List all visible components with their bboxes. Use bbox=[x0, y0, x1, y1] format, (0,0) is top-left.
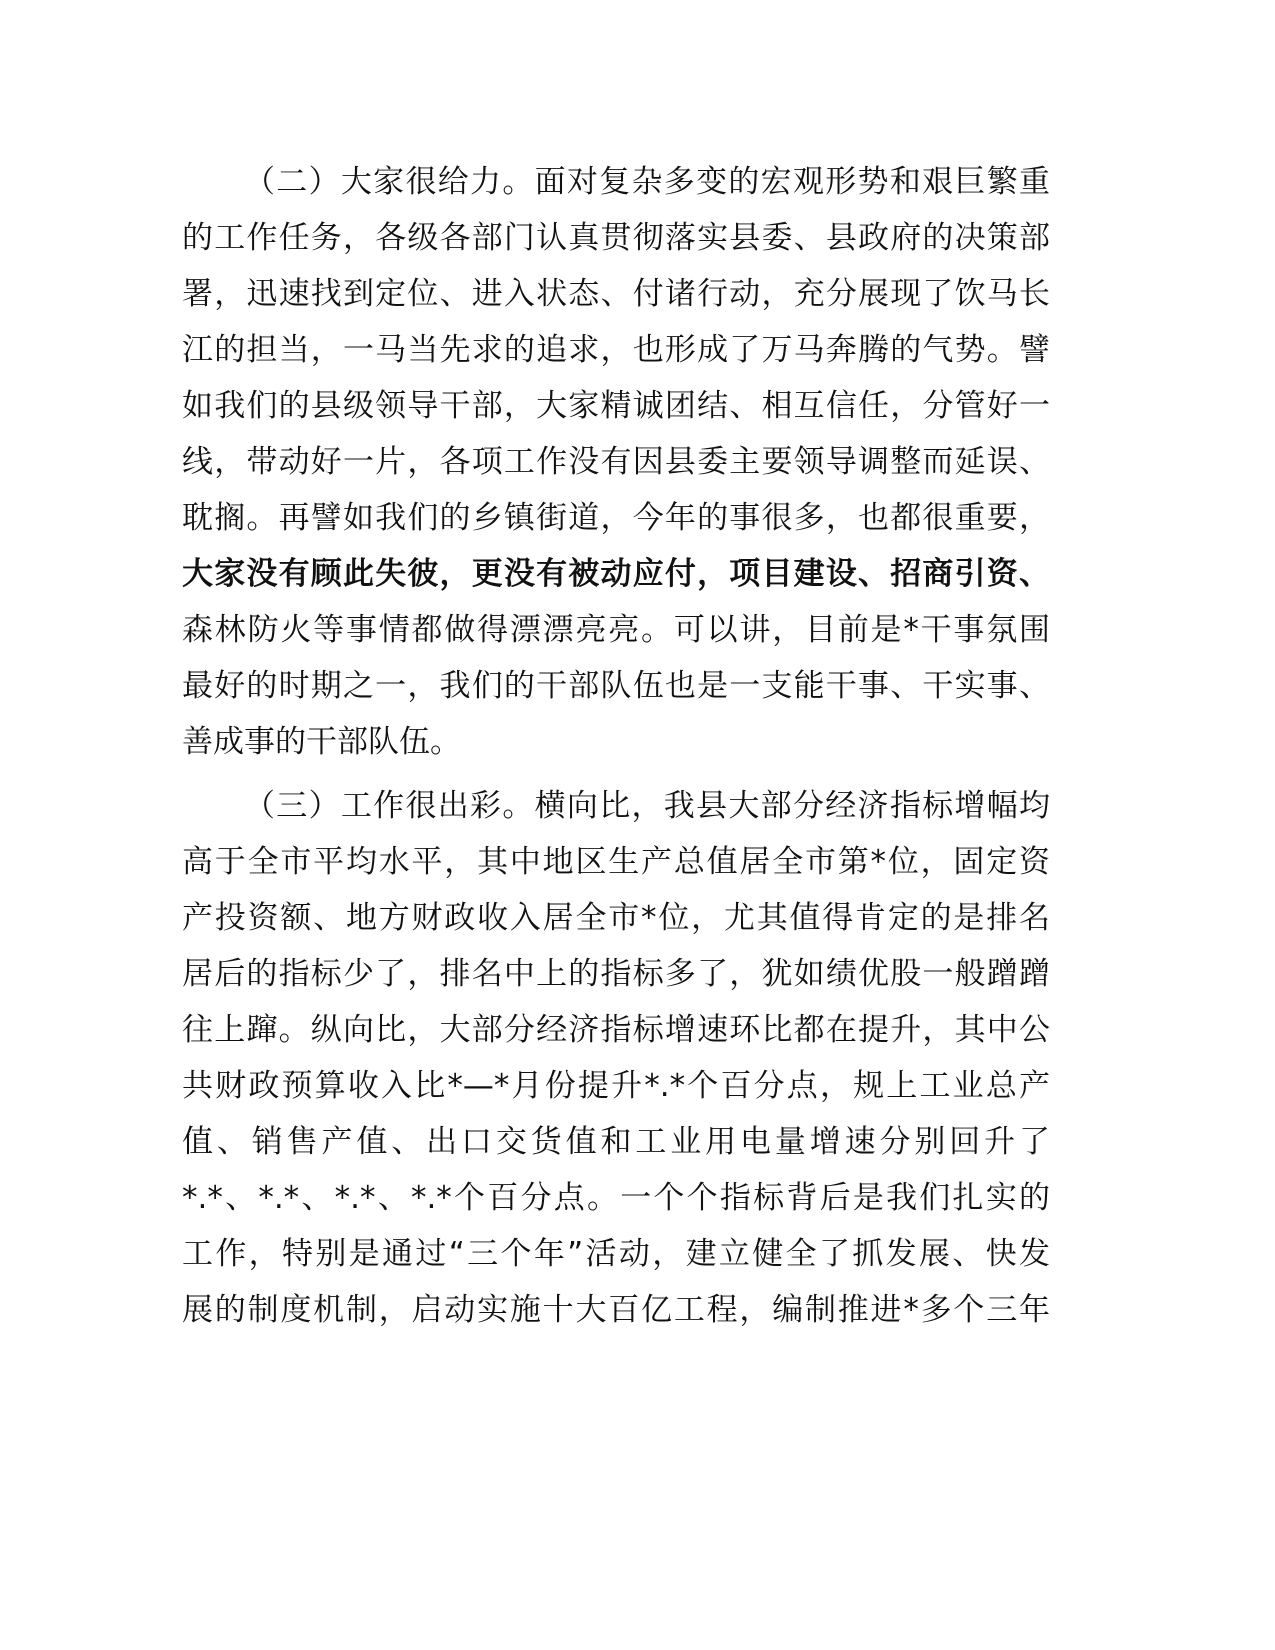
text-line: 居后的指标少了，排名中上的指标多了，犹如绩优股一般蹭蹭 bbox=[182, 956, 1050, 992]
text-line: 江的担当，一马当先求的追求，也形成了万马奔腾的气势。譬 bbox=[182, 332, 1050, 368]
text-line: 耽搁。再譬如我们的乡镇街道，今年的事很多，也都很重要， bbox=[182, 500, 1050, 536]
text-line: 值、销售产值、出口交货值和工业用电量增速分别回升了 bbox=[182, 1124, 1050, 1160]
text-line: 产投资额、地方财政收入居全市*位，尤其值得肯定的是排名 bbox=[182, 900, 1050, 936]
text-line: 如我们的县级领导干部，大家精诚团结、相互信任，分管好一 bbox=[182, 388, 1050, 424]
text-line: *.*、*.*、*.*、*.*个百分点。一个个指标背后是我们扎实的 bbox=[182, 1180, 1050, 1216]
text-line: 大家没有顾此失彼，更没有被动应付，项目建设、招商引资、 bbox=[182, 556, 1050, 592]
text-line: 工作，特别是通过“三个年”活动，建立健全了抓发展、快发 bbox=[182, 1236, 1050, 1272]
text-line: 往上蹿。纵向比，大部分经济指标增速环比都在提升，其中公 bbox=[182, 1012, 1050, 1048]
text-line: 高于全市平均水平，其中地区生产总值居全市第*位，固定资 bbox=[182, 844, 1050, 880]
text-line: 线，带动好一片，各项工作没有因县委主要领导调整而延误、 bbox=[182, 444, 1050, 480]
text-line: 共财政预算收入比*—*月份提升*.*个百分点，规上工业总产 bbox=[182, 1068, 1050, 1104]
text-line: 最好的时期之一，我们的干部队伍也是一支能干事、干实事、 bbox=[182, 668, 1050, 704]
text-line: 署，迅速找到定位、进入状态、付诸行动，充分展现了饮马长 bbox=[182, 276, 1050, 312]
text-line: 森林防火等事情都做得漂漂亮亮。可以讲，目前是*干事氛围 bbox=[182, 612, 1050, 648]
text-line: （三）工作很出彩。横向比，我县大部分经济指标增幅均 bbox=[244, 788, 1050, 824]
text-line: 的工作任务，各级各部门认真贯彻落实县委、县政府的决策部 bbox=[182, 220, 1050, 256]
paragraph-2 bbox=[182, 154, 1050, 770]
text-line: 展的制度机制，启动实施十大百亿工程，编制推进*多个三年 bbox=[182, 1292, 1050, 1328]
paragraph-3 bbox=[182, 778, 1050, 1338]
text-line: 善成事的干部队伍。 bbox=[182, 724, 461, 760]
text-line: （二）大家很给力。面对复杂多变的宏观形势和艰巨繁重 bbox=[244, 164, 1050, 200]
document-body bbox=[182, 154, 1050, 1346]
